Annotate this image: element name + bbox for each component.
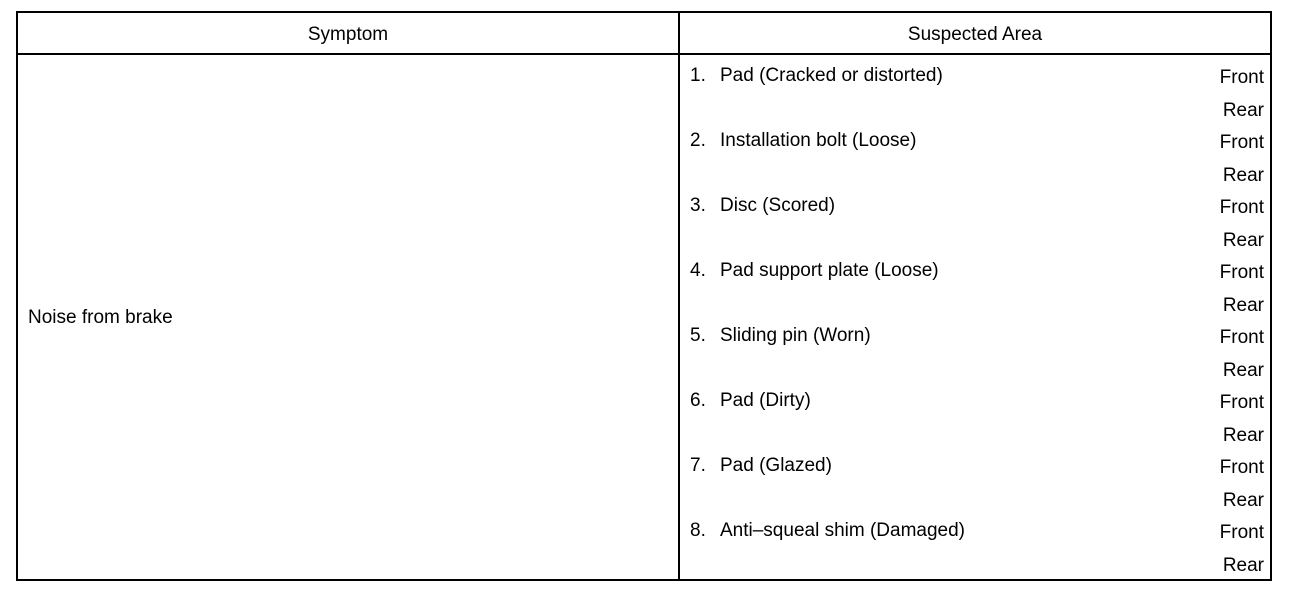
area-number: 5. xyxy=(690,325,706,346)
table-header-row xyxy=(18,13,1270,55)
area-label xyxy=(690,390,811,412)
area-text: Pad (Cracked or distorted) xyxy=(720,65,943,86)
position-front: Front xyxy=(1219,392,1264,413)
area-text: Pad (Glazed) xyxy=(720,455,832,476)
position-rear: Rear xyxy=(1222,490,1264,511)
area-label xyxy=(690,130,916,152)
area-label xyxy=(690,325,871,347)
area-number: 6. xyxy=(690,390,706,411)
position-front: Front xyxy=(1219,522,1264,543)
area-text: Disc (Scored) xyxy=(720,195,836,216)
list-item xyxy=(680,63,1270,128)
area-text: Pad (Dirty) xyxy=(720,390,811,411)
area-label xyxy=(690,455,832,477)
position-rear: Rear xyxy=(1222,425,1264,446)
symptom-table xyxy=(16,11,1272,581)
area-number: 2. xyxy=(690,130,706,151)
area-number: 7. xyxy=(690,455,706,476)
header-suspected-area: Suspected Area xyxy=(907,24,1043,45)
position-rear: Rear xyxy=(1222,100,1264,121)
position-front: Front xyxy=(1219,262,1264,283)
area-text: Pad support plate (Loose) xyxy=(720,260,939,281)
position-rear: Rear xyxy=(1222,295,1264,316)
position-rear: Rear xyxy=(1222,360,1264,381)
header-symptom: Symptom xyxy=(307,24,389,45)
area-label xyxy=(690,520,965,542)
position-front: Front xyxy=(1219,327,1264,348)
area-label xyxy=(690,195,835,217)
area-label xyxy=(690,65,943,87)
area-text: Installation bolt (Loose) xyxy=(720,130,917,151)
suspected-area-list xyxy=(680,63,1270,583)
area-number: 3. xyxy=(690,195,706,216)
area-text: Sliding pin (Worn) xyxy=(720,325,871,346)
area-number: 4. xyxy=(690,260,706,281)
list-item xyxy=(680,323,1270,388)
position-front: Front xyxy=(1219,67,1264,88)
list-item xyxy=(680,453,1270,518)
area-label xyxy=(690,260,939,282)
list-item xyxy=(680,193,1270,258)
position-rear: Rear xyxy=(1222,230,1264,251)
position-rear: Rear xyxy=(1222,555,1264,576)
position-front: Front xyxy=(1219,197,1264,218)
symptom-cell: Noise from brake xyxy=(28,307,173,328)
list-item xyxy=(680,518,1270,583)
area-text: Anti–squeal shim (Damaged) xyxy=(720,520,966,541)
list-item xyxy=(680,258,1270,323)
position-front: Front xyxy=(1219,457,1264,478)
area-number: 1. xyxy=(690,65,706,86)
list-item xyxy=(680,388,1270,453)
area-number: 8. xyxy=(690,520,706,541)
position-rear: Rear xyxy=(1222,165,1264,186)
position-front: Front xyxy=(1219,132,1264,153)
list-item xyxy=(680,128,1270,193)
